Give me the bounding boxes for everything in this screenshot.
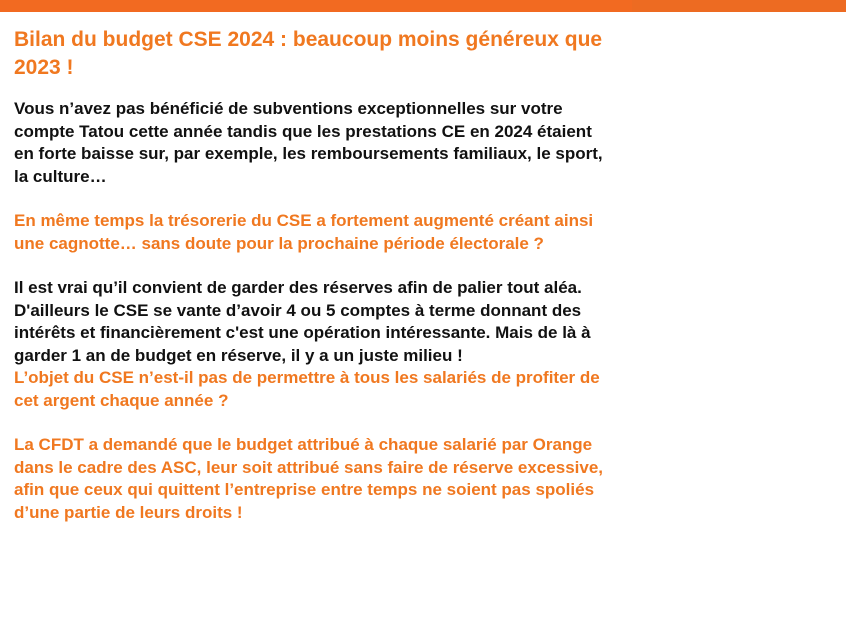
paragraph-tresorerie: En même temps la trésorerie du CSE a fortement augmenté créant ainsi une cagnotte… sans doute pour la prochaine période électorale ?	[14, 211, 594, 253]
paragraph-objet-cse: L’objet du CSE n’est-il pas de permettre à tous les salariés de profiter de cet argent chaque année ?	[14, 368, 600, 410]
top-accent-bar	[0, 0, 632, 12]
top-accent-bar-right	[632, 0, 846, 12]
paragraph-reserves: Il est vrai qu’il convient de garder des réserves afin de palier tout aléa. D'ailleurs le CSE se vante d’avoir 4 ou 5 comptes à terme donnant des intérêts et financièrement c'est une opération intéressante. Mais de là à garder 1 an de budget en réserve, il y a un juste milieu !	[14, 278, 591, 365]
paragraph-cfdt-demande: La CFDT a demandé que le budget attribué à chaque salarié par Orange dans le cadre des ASC, leur soit attribué sans faire de réserve excessive, afin que ceux qui quittent l’entreprise entre temps ne soient pas spoliés d’une partie de leurs droits !	[14, 435, 603, 522]
paragraph-budget-intro: Vous n’avez pas bénéficié de subventions exceptionnelles sur votre compte Tatou cette année tandis que les prestations CE en 2024 étaient en forte baisse sur, par exemple, les remboursements familiaux, le sport, la culture…	[14, 99, 603, 186]
article	[14, 26, 614, 524]
article-title: Bilan du budget CSE 2024 : beaucoup moins généreux que 2023 !	[14, 28, 603, 79]
